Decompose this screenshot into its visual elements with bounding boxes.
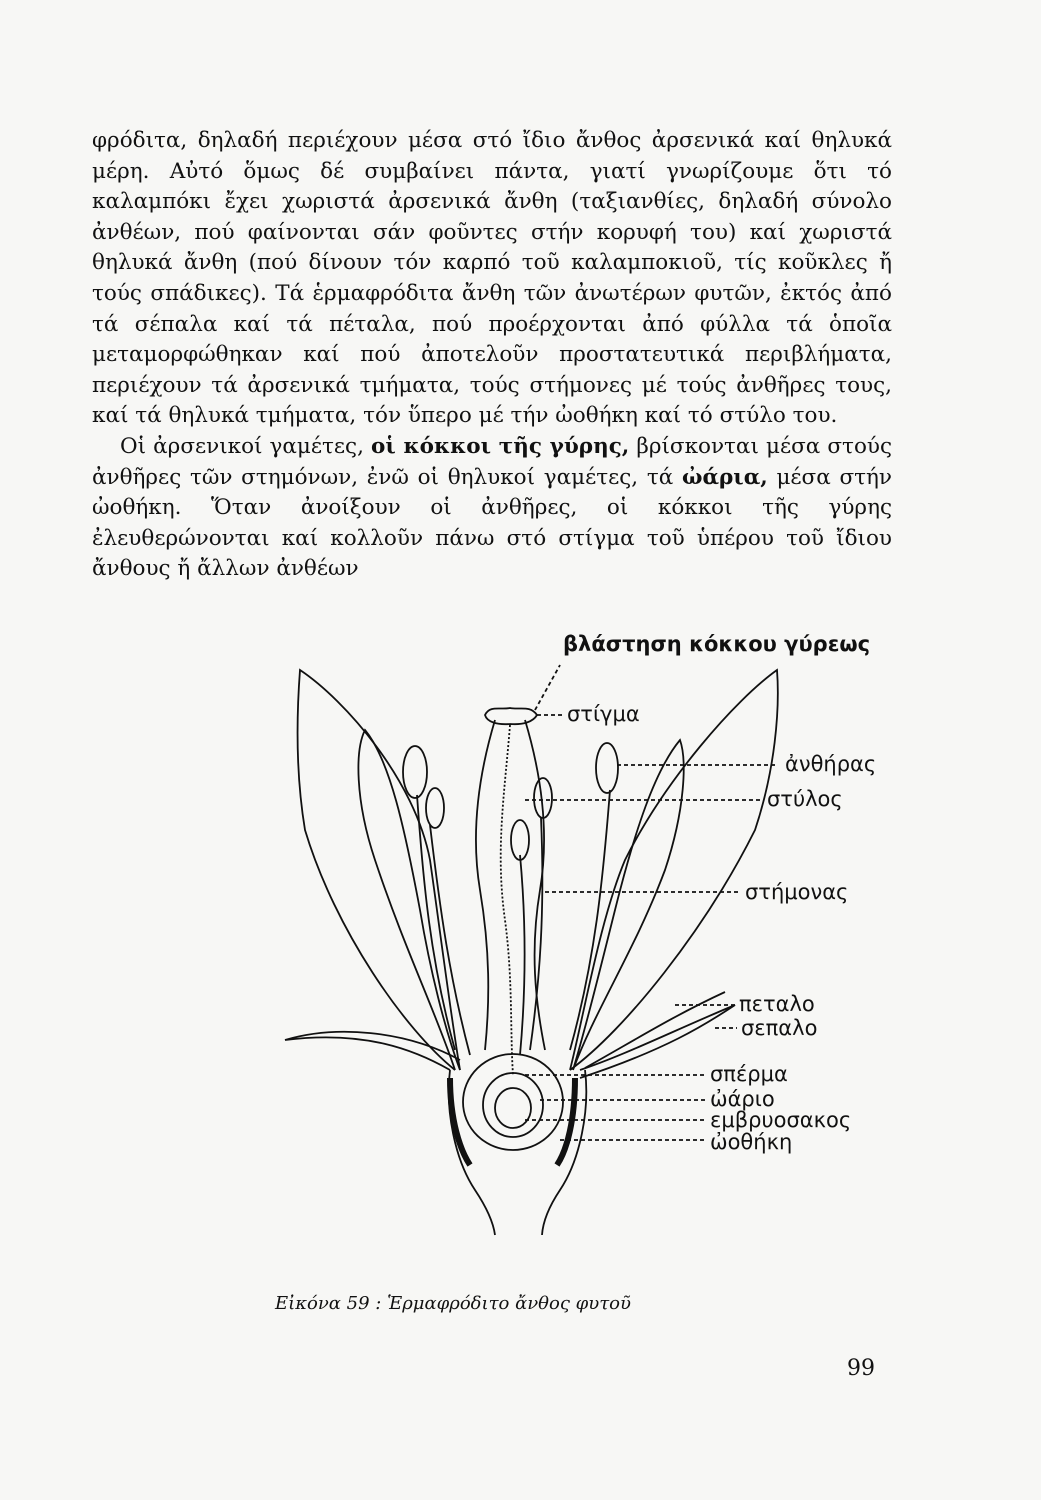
label-stigma: στίγμα [567,702,640,726]
term-ovules: ὠάρια, [681,464,768,490]
stamen-4 [530,818,542,1050]
embryo-sac-outline [495,1088,531,1128]
anther-3 [596,743,618,793]
label-sepal: σεπαλο [741,1016,818,1040]
style-left [476,720,495,1050]
label-stamen: στήμονας [745,880,849,904]
anther-1 [403,746,427,798]
label-pollen-germination: βλάστηση κόκκου γύρεως [563,632,871,656]
leader-pollen [535,665,560,710]
body-text [92,126,892,585]
label-embryo-sac: εμβρυοσακος [710,1108,852,1132]
stamen-5 [520,855,525,1055]
label-ovule: ὠάριο [710,1087,775,1111]
label-sperm: σπέρμα [710,1062,788,1086]
label-anther: ἀνθήρας [785,752,877,776]
page-number: 99 [847,1356,875,1381]
left-inner-petal [358,730,460,1070]
pedicel-left [449,1070,495,1235]
figure-caption: Εἰκόνα 59 : Ἑρμαφρόδιτο ἄνθος φυτοῦ [275,1293,631,1314]
right-sepal-tip [585,992,725,1068]
label-petal: πεταλο [739,992,815,1016]
paragraph-1: φρόδιτα, δηλαδή περιέχουν μέσα στό ἴδιο ἄνθος ἀρσενικά καί θηλυκά μέρη. Αὐτό ὅμως δέ συμβαίνει πάντα, γιατί γνωρίζουμε ὅτι τό καλαμπόκι ἔχει χωριστά ἀρσενικά ἄνθη (ταξιανθίες, δηλαδή σύνολο ἀνθέων, πού φαίνονται σάν φοῦντες στήν κορυφή του) καί χωριστά θηλυκά ἄνθη (πού δίνουν τόν καρπό τοῦ καλαμποκιοῦ, τίς κοῦκλες ἤ τούς σπάδικες). Τά ἑρμαφρόδιτα ἄνθη τῶν ἀνωτέρων φυτῶν, ἐκτός ἀπό τά σέπαλα καί τά πέταλα, πού προέρχονται ἀπό φύλλα τά ὁποῖα μεταμορφώθηκαν καί πού ἀποτελοῦν προστατευτικά περιβλήματα, περιέχουν τά ἀρσενικά τμήματα, τούς στήμονες μέ τούς ἀνθῆρες τους, καί τά θηλυκά τμήματα, τόν ὕπερο μέ τήν ὠοθήκη καί τό στύλο του. [92,128,892,429]
label-ovary: ὠοθήκη [710,1130,793,1154]
term-pollen-grains: οἱ κόκκοι τῆς γύρης, [371,433,630,459]
paragraph-2-text-a: Οἱ ἀρσενικοί γαμέτες, [120,433,372,459]
anther-5 [511,820,529,860]
pollen-tube [501,725,513,1075]
paragraph-2-text-c: μέσα στήν ὠοθήκη. Ὅταν ἀνοίξουν οἱ ἀνθῆρες, οἱ κόκκοι τῆς γύρης ἐλευθερώνονται καί κολλοῦν πάνω στό στίγμα τοῦ ὑπέρου τοῦ ἴδιου ἄνθους ἤ ἄλλων ἀνθέων [92,464,892,582]
paragraph-2-text-b: βρίσκονται μέσα στούς ἀνθῆρες τῶν στημόνων, ἐνῶ οἱ θηλυκοί γαμέτες, τά [92,433,893,490]
label-style: στύλος [767,787,843,811]
flower-diagram [255,630,895,1240]
stigma-top [485,708,537,724]
anther-2 [426,788,444,828]
paragraph-2 [92,432,892,585]
